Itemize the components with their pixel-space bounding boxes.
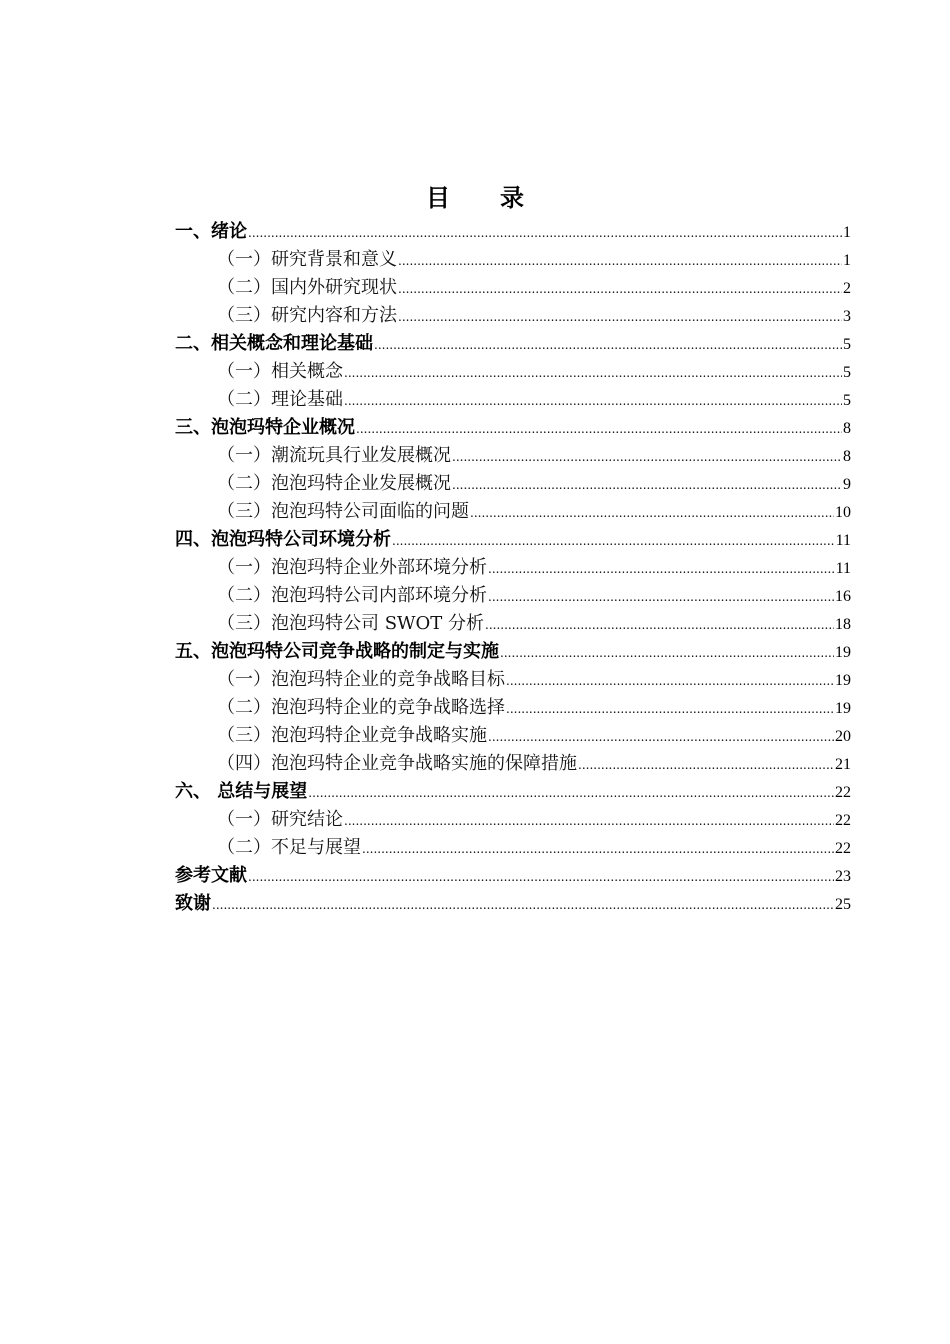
dot-leader xyxy=(452,471,842,499)
toc-entry-page-number: 5 xyxy=(843,364,851,381)
toc-section-entry[interactable] xyxy=(175,274,851,302)
toc-entry-page-number: 5 xyxy=(843,336,851,353)
dot-leader xyxy=(485,611,834,639)
toc-section-entry[interactable] xyxy=(175,554,851,582)
toc-entry-label: （二）泡泡玛特企业发展概况 xyxy=(217,473,451,494)
toc-entry-page-number: 16 xyxy=(835,588,851,605)
toc-entry-label: （一）泡泡玛特企业的竞争战略目标 xyxy=(217,669,505,690)
toc-entry-label: （三）泡泡玛特公司 SWOT 分析 xyxy=(217,613,485,634)
toc-entry-page-number: 19 xyxy=(835,672,851,689)
dot-leader xyxy=(506,667,834,695)
toc-entry-label: （一）相关概念 xyxy=(217,361,343,382)
toc-entry-label: （一）泡泡玛特企业外部环境分析 xyxy=(217,557,487,578)
toc-section-entry[interactable] xyxy=(175,386,851,414)
toc-entry-label: 六、 总结与展望 xyxy=(175,781,308,802)
toc-title-char-2: 录 xyxy=(500,184,524,212)
dot-leader xyxy=(398,247,842,275)
toc-chapter-entry[interactable] xyxy=(175,638,851,666)
toc-entry-label: （二）不足与展望 xyxy=(217,837,361,858)
toc-entry-label: （四）泡泡玛特企业竞争战略实施的保障措施 xyxy=(217,753,577,774)
toc-entry-page-number: 19 xyxy=(835,700,851,717)
dot-leader xyxy=(374,331,842,359)
dot-leader xyxy=(356,415,842,443)
dot-leader xyxy=(344,807,834,835)
toc-entry-page-number: 8 xyxy=(843,448,851,465)
toc-entry-page-number: 19 xyxy=(835,644,851,661)
toc-section-entry[interactable] xyxy=(175,582,851,610)
toc-section-entry[interactable] xyxy=(175,358,851,386)
toc-section-entry[interactable] xyxy=(175,694,851,722)
toc-entry-label: 五、泡泡玛特公司竞争战略的制定与实施 xyxy=(175,641,499,662)
toc-entry-page-number: 22 xyxy=(835,840,851,857)
toc-entry-page-number: 22 xyxy=(835,784,851,801)
dot-leader xyxy=(344,359,842,387)
toc-entry-label: 四、泡泡玛特公司环境分析 xyxy=(175,529,391,550)
toc-entry-label: 三、泡泡玛特企业概况 xyxy=(175,417,355,438)
toc-section-entry[interactable] xyxy=(175,750,851,778)
toc-section-entry[interactable] xyxy=(175,610,851,638)
toc-entry-label: 参考文献 xyxy=(175,865,247,886)
toc-entry-label: （二）泡泡玛特公司内部环境分析 xyxy=(217,585,487,606)
dot-leader xyxy=(488,583,834,611)
toc-entry-label: （二）泡泡玛特企业的竞争战略选择 xyxy=(217,697,505,718)
dot-leader xyxy=(488,555,835,583)
dot-leader xyxy=(470,499,834,527)
toc-chapter-entry[interactable] xyxy=(175,778,851,806)
toc-entry-page-number: 18 xyxy=(835,616,851,633)
toc-entry-label: 二、相关概念和理论基础 xyxy=(175,333,373,354)
toc-entry-label: 一、绪论 xyxy=(175,221,247,242)
toc-entry-page-number: 9 xyxy=(843,476,851,493)
dot-leader xyxy=(308,779,834,807)
dot-leader xyxy=(500,639,834,667)
toc-entry-page-number: 11 xyxy=(835,560,851,577)
toc-chapter-entry[interactable] xyxy=(175,862,851,890)
dot-leader xyxy=(344,387,842,415)
toc-entry-page-number: 25 xyxy=(835,896,851,913)
dot-leader xyxy=(488,723,834,751)
dot-leader xyxy=(398,303,842,331)
toc-entry-page-number: 22 xyxy=(835,812,851,829)
dot-leader xyxy=(212,891,834,919)
toc-entry-page-number: 20 xyxy=(835,728,851,745)
toc-chapter-entry[interactable] xyxy=(175,414,851,442)
toc-entry-label: （二）国内外研究现状 xyxy=(217,277,397,298)
toc-entry-page-number: 5 xyxy=(843,392,851,409)
toc-section-entry[interactable] xyxy=(175,722,851,750)
toc-entry-page-number: 1 xyxy=(843,252,851,269)
toc-entry-page-number: 11 xyxy=(835,532,851,549)
toc-chapter-entry[interactable] xyxy=(175,330,851,358)
toc-chapter-entry[interactable] xyxy=(175,890,851,918)
toc-section-entry[interactable] xyxy=(175,442,851,470)
toc-entry-label: （一）潮流玩具行业发展概况 xyxy=(217,445,451,466)
toc-entry-label: （一）研究结论 xyxy=(217,809,343,830)
toc-section-entry[interactable] xyxy=(175,806,851,834)
toc-entry-label: 致谢 xyxy=(175,893,211,914)
toc-entry-page-number: 2 xyxy=(843,280,851,297)
toc-entry-page-number: 23 xyxy=(835,868,851,885)
toc-section-entry[interactable] xyxy=(175,834,851,862)
toc-entry-label: （三）泡泡玛特公司面临的问题 xyxy=(217,501,469,522)
toc-chapter-entry[interactable] xyxy=(175,526,851,554)
toc-entry-page-number: 8 xyxy=(843,420,851,437)
toc-section-entry[interactable] xyxy=(175,246,851,274)
toc-title-char-1: 目 xyxy=(426,184,450,212)
dot-leader xyxy=(248,863,834,891)
toc-title xyxy=(0,178,950,213)
toc-entry-page-number: 10 xyxy=(835,504,851,521)
dot-leader xyxy=(506,695,834,723)
dot-leader xyxy=(578,751,834,779)
dot-leader xyxy=(362,835,834,863)
dot-leader xyxy=(452,443,842,471)
toc-entry-label: （三）研究内容和方法 xyxy=(217,305,397,326)
dot-leader xyxy=(398,275,842,303)
toc-section-entry[interactable] xyxy=(175,498,851,526)
dot-leader xyxy=(248,219,842,247)
toc-section-entry[interactable] xyxy=(175,666,851,694)
toc-entry-label: （三）泡泡玛特企业竞争战略实施 xyxy=(217,725,487,746)
toc-chapter-entry[interactable] xyxy=(175,218,851,246)
toc-entry-page-number: 3 xyxy=(843,308,851,325)
toc-entry-page-number: 21 xyxy=(835,756,851,773)
dot-leader xyxy=(392,527,835,555)
table-of-contents xyxy=(175,218,851,918)
toc-entry-label: （二）理论基础 xyxy=(217,389,343,410)
toc-entry-page-number: 1 xyxy=(843,224,851,241)
toc-section-entry[interactable] xyxy=(175,302,851,330)
toc-entry-label: （一）研究背景和意义 xyxy=(217,249,397,270)
toc-section-entry[interactable] xyxy=(175,470,851,498)
